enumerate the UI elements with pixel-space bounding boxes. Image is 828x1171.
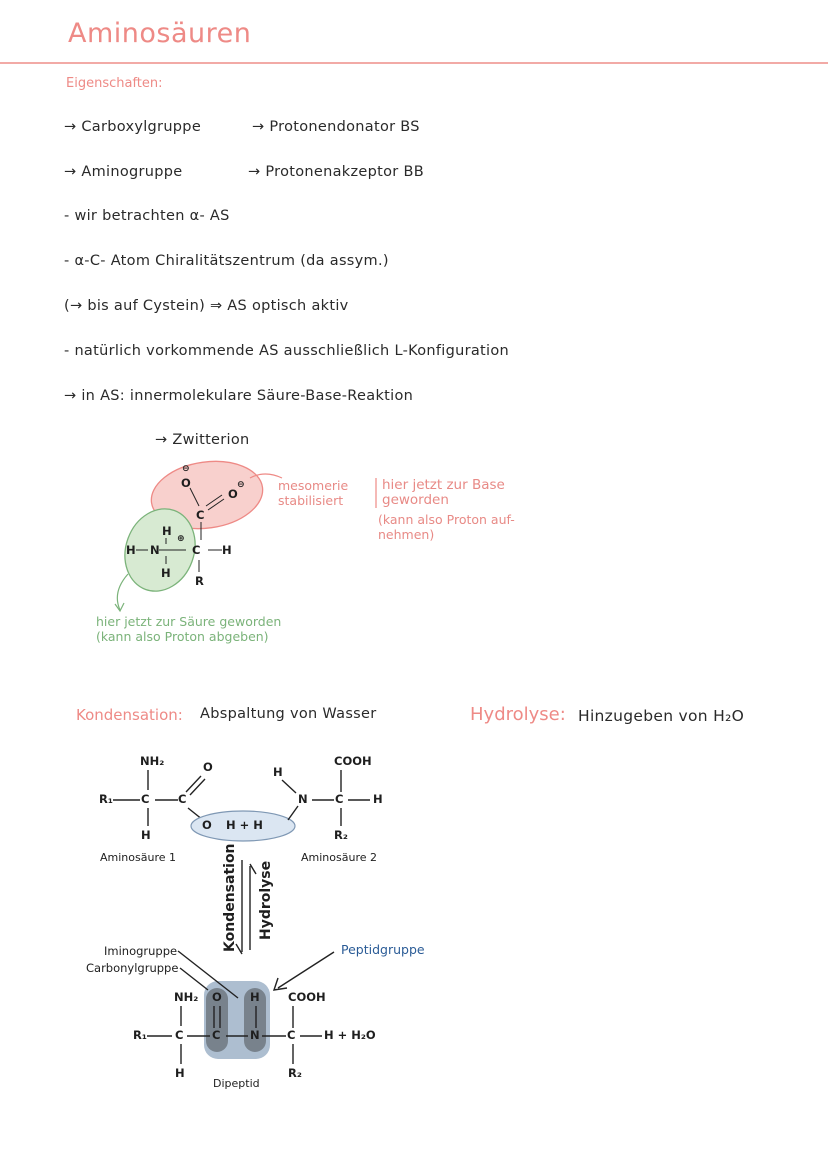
dipeptid-tail: H + H₂O bbox=[324, 1028, 376, 1042]
h-left: H bbox=[126, 543, 136, 557]
as2-h: H bbox=[273, 765, 283, 779]
as1-o-bottom: O bbox=[202, 818, 212, 832]
label-carbonylgruppe: Carbonylgruppe bbox=[86, 961, 179, 975]
note-chirality: - α-C- Atom Chiralitätszentrum (da assym.) bbox=[64, 253, 389, 269]
o-right-charge: ⊖ bbox=[237, 480, 245, 490]
o-right: O bbox=[228, 487, 238, 501]
kondensation-label: Kondensation: bbox=[76, 706, 183, 724]
n-charge: ⊕ bbox=[177, 534, 185, 544]
as1-r1: R₁ bbox=[99, 792, 113, 806]
note-mesomerie: mesomerie stabilisiert bbox=[278, 478, 349, 508]
as1-label: Aminosäure 1 bbox=[100, 851, 176, 864]
dipeptid-c3: C bbox=[287, 1028, 296, 1042]
label-iminogruppe: Iminogruppe bbox=[104, 944, 178, 958]
h-top: H bbox=[162, 524, 172, 538]
dipeptid-c1: C bbox=[175, 1028, 184, 1042]
arrow-label-kondensation: Kondensation bbox=[222, 843, 238, 952]
note-saeure: hier jetzt zur Säure geworden (kann also Proton abgeben) bbox=[96, 614, 282, 644]
property-amino: → Aminogruppe bbox=[64, 164, 183, 180]
hydrolyse-text: Hinzugeben von H₂O bbox=[578, 707, 745, 725]
as2-cooh: COOH bbox=[334, 754, 372, 768]
o-top: O bbox=[181, 476, 191, 490]
as1-c2: C bbox=[178, 792, 187, 806]
page-title: Aminosäuren bbox=[68, 18, 252, 49]
section-heading-eigenschaften: Eigenschaften: bbox=[66, 76, 163, 91]
n-atom: N bbox=[150, 543, 160, 557]
dipeptid-nh2: NH₂ bbox=[174, 990, 199, 1004]
dipeptid-c2: C bbox=[212, 1028, 221, 1042]
c-carboxyl: C bbox=[196, 508, 205, 522]
label-peptidgruppe: Peptidgruppe bbox=[341, 942, 425, 957]
o-top-charge: ⊖ bbox=[182, 464, 190, 474]
as2-label: Aminosäure 2 bbox=[301, 851, 377, 864]
dipeptid-n: N bbox=[250, 1028, 260, 1042]
dipeptid-label: Dipeptid bbox=[213, 1077, 260, 1090]
property-carboxyl: → Carboxylgruppe bbox=[64, 119, 202, 135]
property-amino-result: → Protonenakzeptor BB bbox=[248, 164, 424, 180]
dipeptid-h-top: H bbox=[250, 990, 260, 1004]
note-cystein: (→ bis auf Cystein) ⇒ AS optisch aktiv bbox=[64, 298, 349, 314]
h-right: H bbox=[222, 543, 232, 557]
note-proton-aufnehmen: (kann also Proton auf- nehmen) bbox=[378, 512, 515, 542]
as2-n: N bbox=[298, 792, 308, 806]
as1-nh2: NH₂ bbox=[140, 754, 165, 768]
note-alpha-as: - wir betrachten α- AS bbox=[64, 208, 230, 224]
as2-r2: R₂ bbox=[334, 828, 348, 842]
dipeptid-r1: R₁ bbox=[133, 1028, 147, 1042]
dipeptid-r2: R₂ bbox=[288, 1066, 302, 1080]
h-bottom: H bbox=[161, 566, 171, 580]
property-carboxyl-result: → Protonendonator BS bbox=[252, 119, 420, 135]
as2-c: C bbox=[335, 792, 344, 806]
arrow-label-hydrolyse: Hydrolyse bbox=[258, 860, 274, 940]
as2-h-right: H bbox=[373, 792, 383, 806]
hydrolyse-label: Hydrolyse: bbox=[470, 704, 566, 725]
dipeptid-cooh: COOH bbox=[288, 990, 326, 1004]
c-alpha: C bbox=[192, 543, 201, 557]
as1-o-top: O bbox=[203, 760, 213, 774]
water-h-h: H + H bbox=[226, 818, 263, 832]
kondensation-text: Abspaltung von Wasser bbox=[200, 706, 377, 722]
note-l-konfiguration: - natürlich vorkommende AS ausschließlich L-Konfiguration bbox=[64, 343, 510, 359]
dipeptid-o: O bbox=[212, 990, 222, 1004]
note-base: hier jetzt zur Base geworden bbox=[382, 477, 505, 508]
r-group: R bbox=[195, 574, 204, 588]
as1-h: H bbox=[141, 828, 151, 842]
as1-c: C bbox=[141, 792, 150, 806]
note-zwitterion: → Zwitterion bbox=[155, 432, 250, 448]
note-saeure-base: → in AS: innermolekulare Säure-Base-Reaktion bbox=[64, 388, 414, 404]
dipeptid-h-bottom: H bbox=[175, 1066, 185, 1080]
